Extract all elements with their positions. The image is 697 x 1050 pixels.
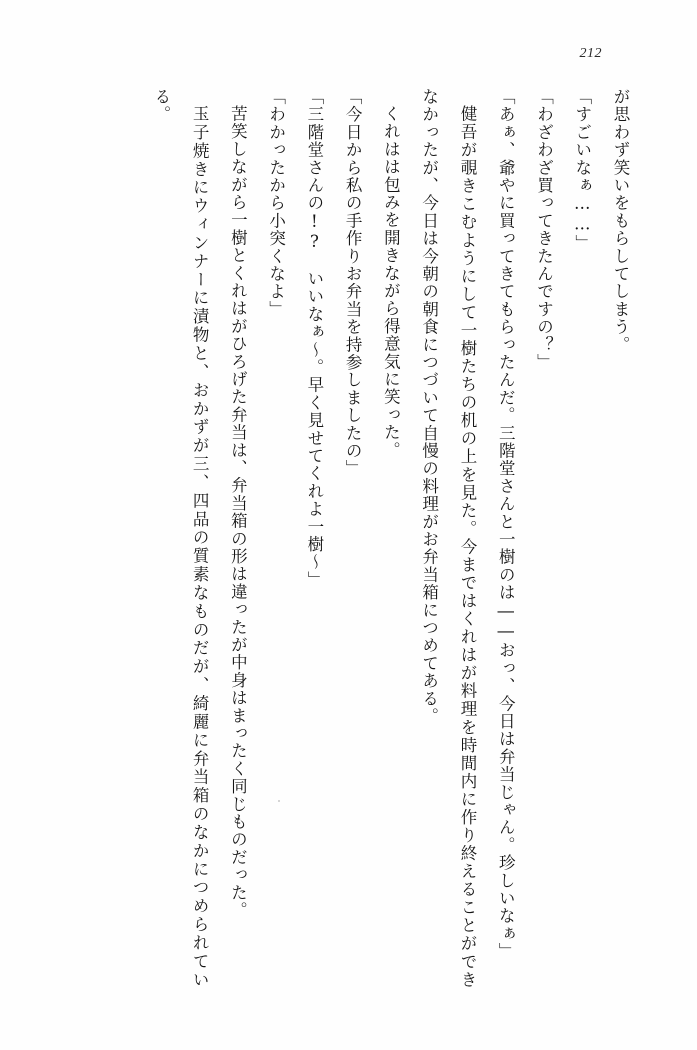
scan-artifact bbox=[430, 520, 431, 521]
paragraph: 「三階堂さんの!? いいなぁ～。早く見せてくれよ一樹～」 bbox=[304, 88, 324, 589]
paragraph: 「わかったから小突くなよ」 bbox=[266, 88, 286, 319]
paragraph: 「今日から私の手作りお弁当を持参しましたの」 bbox=[343, 88, 363, 478]
page-number: 212 bbox=[579, 46, 602, 61]
paragraph: 「あぁ、爺やに買ってきてもらったんだ。三階堂さんと一樹のは――おっ、今日は弁当じゃん。珍しいなぁ」 bbox=[496, 88, 516, 961]
paragraph: 玉子焼きにウィンナーに漬物と、おかずが三、四品の質素なものだが、綺麗に弁当箱のなかにつめられている。 bbox=[151, 88, 210, 988]
paragraph: 「すごいなぁ……」 bbox=[572, 88, 592, 253]
paragraph: くれはは包みを開きながら得意気に笑った。 bbox=[381, 104, 401, 459]
paragraph: 苦笑しながら一樹とくれはがひろげた弁当は、弁当箱の形は違ったが中身はまったく同じものだった。 bbox=[228, 104, 248, 919]
paragraph: 「わざわざ買ってきたんですの？」 bbox=[534, 88, 554, 372]
page-text-body bbox=[74, 88, 639, 988]
scan-artifact bbox=[278, 800, 280, 802]
paragraph: が思わず笑いをもらしてしまう。 bbox=[611, 88, 630, 354]
paragraph: 健吾が覗きこむようにして一樹たちの机の上を見た。今まではくれはが料理を時間内に作り終えることができなかったが、今日は今朝の朝食につづいて自慢の料理がお弁当箱につめてある。 bbox=[419, 88, 477, 988]
